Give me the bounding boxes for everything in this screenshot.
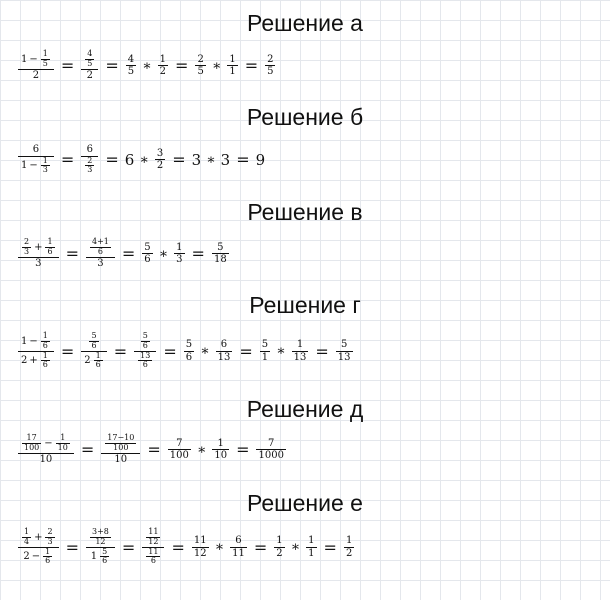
- math-term: 12: [193, 547, 207, 559]
- equals-sign: =: [171, 537, 185, 557]
- fraction: [81, 332, 106, 370]
- fraction: [86, 528, 115, 566]
- fraction: [195, 54, 205, 78]
- multiply-sign: ∗: [139, 151, 149, 168]
- fraction: [18, 332, 54, 370]
- math-term: [20, 548, 56, 567]
- math-term: 1: [229, 53, 236, 65]
- math-term: 1: [176, 241, 183, 253]
- equals-sign: =: [172, 150, 186, 170]
- math-term: 5: [267, 66, 274, 78]
- fraction: [126, 54, 136, 78]
- equals-sign: =: [244, 56, 259, 76]
- math-term: [81, 50, 98, 69]
- fraction: [18, 238, 59, 269]
- multiply-sign: ∗: [206, 151, 216, 168]
- math-term: 6: [95, 360, 101, 370]
- math-term: 3: [35, 257, 42, 269]
- fraction: [274, 535, 284, 559]
- fraction: [94, 352, 103, 371]
- math-term: 2: [156, 160, 164, 172]
- math-term: 17−10: [107, 433, 135, 442]
- equals-sign: =: [147, 440, 161, 460]
- math-term: [142, 528, 164, 547]
- equation-v: [16, 238, 231, 269]
- fraction: [344, 535, 354, 559]
- math-term: 6: [144, 254, 151, 266]
- math-term: 17: [26, 433, 37, 442]
- math-term: 6: [91, 340, 97, 350]
- fraction: [41, 157, 50, 176]
- math-term: 2: [345, 547, 353, 559]
- math-term: −: [29, 53, 38, 65]
- equals-sign: =: [191, 244, 205, 264]
- equals-sign: =: [65, 537, 79, 557]
- fraction: [141, 332, 150, 351]
- math-term: 100: [169, 450, 189, 462]
- fraction: [142, 528, 164, 566]
- math-term: +: [34, 531, 43, 543]
- math-term: 13: [140, 350, 151, 360]
- math-term: 6: [142, 360, 148, 370]
- fraction: [138, 352, 152, 371]
- math-term: +: [29, 355, 38, 367]
- fraction: [265, 54, 275, 78]
- math-term: 5: [127, 66, 135, 78]
- math-term: 2: [267, 53, 274, 65]
- math-term: 5: [217, 241, 224, 253]
- section-title-v: Решение в: [247, 199, 363, 225]
- math-term: 5: [142, 331, 148, 340]
- equals-sign: =: [236, 440, 250, 460]
- math-term: 1: [345, 535, 353, 547]
- fraction: [101, 434, 140, 465]
- equation-e: [16, 528, 356, 566]
- math-term: 3: [87, 165, 93, 175]
- fraction: [45, 528, 54, 547]
- math-term: 100: [24, 442, 40, 452]
- math-term: 4: [87, 49, 93, 58]
- multiply-sign: ∗: [196, 441, 207, 458]
- equals-sign: =: [163, 341, 177, 361]
- math-term: 12: [95, 536, 106, 546]
- math-term: 5: [197, 66, 204, 78]
- fraction: [85, 50, 94, 69]
- fraction: [18, 144, 54, 175]
- math-term: 6: [235, 535, 242, 547]
- math-term: 2: [87, 155, 93, 165]
- math-term: [142, 548, 164, 567]
- math-term: 4: [127, 53, 135, 65]
- math-term: [18, 157, 54, 176]
- fraction: [146, 548, 160, 567]
- math-term: [81, 157, 98, 176]
- math-term: 5: [42, 58, 48, 68]
- section-title-d: Решение д: [246, 396, 364, 422]
- multiply-sign: ∗: [158, 245, 169, 262]
- equals-sign: =: [323, 537, 337, 557]
- math-term: 3: [97, 257, 104, 269]
- math-term: 2: [276, 547, 283, 559]
- math-term: 6: [102, 556, 108, 566]
- multiply-sign: ∗: [211, 57, 222, 74]
- equals-sign: =: [121, 537, 136, 557]
- math-term: 6: [124, 150, 135, 169]
- math-term: 4+1: [91, 237, 109, 246]
- fraction: [230, 535, 247, 559]
- fraction: [336, 339, 353, 363]
- math-term: 6: [42, 360, 48, 370]
- math-term: 3+8: [91, 527, 109, 536]
- math-term: 7: [268, 437, 275, 449]
- math-term: [88, 548, 113, 567]
- math-term: [86, 528, 115, 547]
- math-term: +: [34, 241, 43, 253]
- equals-sign: =: [105, 56, 119, 76]
- math-term: 3: [191, 150, 202, 169]
- equals-sign: =: [113, 341, 128, 361]
- math-term: 13: [337, 351, 351, 363]
- math-term: 1: [217, 437, 224, 449]
- fraction: [22, 238, 31, 257]
- math-term: 3: [24, 246, 30, 256]
- math-term: 6: [45, 556, 51, 566]
- math-term: [18, 352, 54, 371]
- math-term: [18, 50, 54, 69]
- math-term: 2: [32, 69, 40, 81]
- fraction: [85, 157, 94, 176]
- math-term: 2: [21, 355, 28, 367]
- fraction: [90, 528, 111, 547]
- math-term: 7: [176, 437, 183, 449]
- math-term: 1: [21, 160, 28, 172]
- math-term: −: [29, 335, 38, 347]
- math-term: 1: [159, 53, 167, 65]
- equals-sign: =: [175, 56, 189, 76]
- fraction: [212, 438, 229, 462]
- math-term: [81, 352, 106, 371]
- math-term: 2: [159, 66, 167, 78]
- math-term: 5: [91, 331, 97, 340]
- math-term: 5: [340, 339, 348, 351]
- fraction: [155, 148, 165, 172]
- math-term: 6: [97, 246, 103, 256]
- math-term: 2: [23, 551, 30, 563]
- fraction: [146, 528, 160, 547]
- math-term: 4: [24, 536, 30, 546]
- math-term: 12: [148, 536, 159, 546]
- math-term: 1: [95, 350, 101, 360]
- equation-a: [16, 50, 277, 81]
- math-term: 6: [142, 340, 148, 350]
- fraction: [41, 332, 50, 351]
- math-term: 3: [156, 147, 164, 159]
- equation-d: [16, 434, 288, 465]
- math-term: 5: [144, 241, 151, 253]
- fraction: [89, 332, 98, 351]
- fraction: [184, 339, 194, 363]
- fraction: [256, 438, 285, 462]
- multiply-sign: ∗: [276, 343, 286, 360]
- equals-sign: =: [80, 440, 95, 460]
- math-term: [18, 528, 59, 547]
- fraction: [45, 238, 54, 257]
- fraction: [134, 332, 156, 370]
- math-term: 1: [24, 527, 30, 536]
- fraction: [142, 242, 152, 266]
- math-term: 1: [21, 53, 28, 65]
- fraction: [174, 242, 184, 266]
- math-term: 10: [39, 453, 53, 465]
- section-title-b: Решение б: [246, 104, 364, 130]
- math-term: 1: [261, 351, 269, 363]
- equals-sign: =: [239, 341, 253, 361]
- math-term: 2: [47, 527, 53, 536]
- math-term: 1: [60, 433, 66, 442]
- math-term: 6: [150, 556, 156, 566]
- fraction: [158, 54, 168, 78]
- math-term: 3: [176, 254, 183, 266]
- equals-sign: =: [65, 244, 79, 264]
- math-term: 1: [90, 551, 98, 563]
- multiply-sign: ∗: [142, 57, 152, 74]
- equals-sign: =: [105, 150, 119, 170]
- math-term: 2: [84, 355, 91, 367]
- math-term: −: [29, 160, 38, 172]
- section-title-g: Решение г: [249, 292, 361, 318]
- math-term: 1: [21, 335, 28, 347]
- math-term: [18, 238, 59, 257]
- math-term: 1: [229, 66, 236, 78]
- math-term: 100: [113, 442, 129, 452]
- fraction: [56, 434, 70, 453]
- math-term: [101, 434, 140, 453]
- math-term: 5: [261, 339, 269, 351]
- math-term: 6: [42, 340, 48, 350]
- fraction: [292, 339, 309, 363]
- math-term: 1: [296, 339, 304, 351]
- math-term: 1: [276, 535, 283, 547]
- math-term: 5: [87, 58, 93, 68]
- math-term: 1: [42, 350, 48, 360]
- math-term: 2: [197, 53, 204, 65]
- fraction: [306, 535, 316, 559]
- math-term: 11: [148, 546, 159, 556]
- fraction: [18, 528, 59, 566]
- math-term: −: [44, 437, 53, 449]
- math-term: 1000: [258, 450, 284, 462]
- math-term: 3: [42, 165, 48, 175]
- math-term: 1: [42, 49, 48, 58]
- fraction: [90, 238, 111, 257]
- equation-b: [16, 144, 266, 175]
- math-term: 6: [86, 144, 93, 155]
- math-term: 11: [148, 527, 159, 536]
- math-term: 1: [42, 331, 48, 340]
- fraction: [43, 548, 52, 567]
- math-term: 5: [185, 339, 193, 351]
- math-term: 13: [293, 351, 307, 363]
- math-term: 6: [47, 246, 53, 256]
- multiply-sign: ∗: [290, 539, 301, 556]
- math-term: 10: [57, 442, 68, 452]
- fraction: [105, 434, 136, 453]
- multiply-sign: ∗: [200, 343, 210, 360]
- fraction: [86, 238, 115, 269]
- equals-sign: =: [253, 537, 268, 557]
- fraction: [41, 352, 50, 371]
- equals-sign: =: [60, 150, 75, 170]
- fraction: [212, 242, 229, 266]
- math-term: [86, 238, 115, 257]
- fraction: [18, 50, 54, 81]
- fraction: [18, 434, 74, 465]
- math-term: 18: [213, 254, 227, 266]
- math-term: 11: [193, 535, 207, 547]
- math-term: [85, 332, 102, 351]
- math-term: 3: [47, 536, 53, 546]
- math-term: 6: [32, 144, 40, 155]
- math-term: 5: [102, 546, 108, 556]
- math-term: [18, 332, 54, 351]
- fraction: [216, 339, 233, 363]
- math-term: 1: [47, 237, 53, 246]
- math-term: 1: [45, 546, 51, 556]
- fraction: [260, 339, 270, 363]
- fraction: [81, 144, 98, 175]
- fraction: [168, 438, 191, 462]
- fraction: [22, 434, 41, 453]
- math-term: 3: [220, 150, 231, 169]
- math-term: 10: [114, 453, 128, 465]
- math-term: 1: [42, 155, 48, 165]
- fraction: [81, 50, 98, 81]
- equals-sign: =: [236, 150, 250, 170]
- math-term: 6: [220, 339, 228, 351]
- fraction: [41, 50, 50, 69]
- fraction: [22, 528, 31, 547]
- equals-sign: =: [60, 56, 75, 76]
- equals-sign: =: [121, 244, 136, 264]
- math-term: 13: [217, 351, 231, 363]
- fraction: [100, 548, 109, 567]
- math-term: 6: [185, 351, 193, 363]
- math-term: [137, 332, 154, 351]
- equals-sign: =: [315, 341, 329, 361]
- equation-g: [16, 332, 355, 370]
- fraction: [227, 54, 237, 78]
- math-term: 1: [308, 547, 315, 559]
- math-term: −: [31, 551, 41, 563]
- math-term: 11: [232, 547, 245, 559]
- math-term: 9: [255, 150, 266, 169]
- equals-sign: =: [60, 341, 75, 361]
- math-term: 1: [308, 535, 315, 547]
- fraction: [192, 535, 209, 559]
- math-term: [134, 352, 156, 371]
- multiply-sign: ∗: [214, 539, 225, 556]
- section-title-a: Решение а: [247, 10, 363, 36]
- section-title-e: Решение е: [247, 490, 363, 516]
- math-term: [18, 434, 74, 453]
- math-term: 2: [86, 69, 93, 81]
- math-term: 2: [24, 237, 30, 246]
- math-term: 10: [214, 450, 228, 462]
